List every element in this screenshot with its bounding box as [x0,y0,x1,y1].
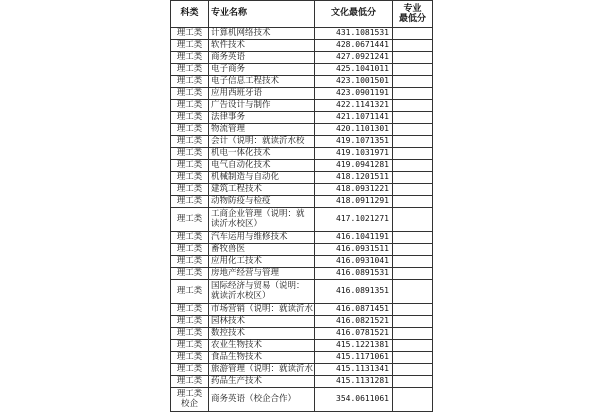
table-row [171,364,433,376]
table-row [171,88,433,100]
category-cell: 理工类 [171,364,209,376]
professional-score-cell [393,112,433,124]
header-category: 科类 [171,1,209,28]
table-row [171,184,433,196]
table-row [171,148,433,160]
culture-score-cell: 354.0611061 [315,388,393,412]
category-cell: 理工类 [171,196,209,208]
culture-score-cell: 416.0781521 [315,328,393,340]
category-cell: 理工类 [171,28,209,40]
table-row [171,64,433,76]
major-cell: 应用化工技术 [209,256,315,268]
culture-score-cell: 428.0671441 [315,40,393,52]
category-cell: 理工类 [171,232,209,244]
major-cell: 旅游管理（说明：就读沂水 [209,364,315,376]
table-row [171,256,433,268]
table-row [171,52,433,64]
major-cell: 电子商务 [209,64,315,76]
category-cell: 理工类 校企 [171,388,209,412]
major-cell: 机械制造与自动化 [209,172,315,184]
category-cell: 理工类 [171,268,209,280]
table-row [171,316,433,328]
professional-score-cell [393,148,433,160]
category-cell: 理工类 [171,208,209,232]
professional-score-cell [393,232,433,244]
professional-score-cell [393,28,433,40]
major-cell: 应用西班牙语 [209,88,315,100]
major-cell: 园林技术 [209,316,315,328]
professional-score-cell [393,172,433,184]
header-professional-score: 专业 最低分 [393,1,433,28]
table-row [171,208,433,232]
category-cell: 理工类 [171,160,209,172]
table-row [171,244,433,256]
culture-score-cell: 421.1071141 [315,112,393,124]
table-row [171,40,433,52]
culture-score-cell: 419.0941281 [315,160,393,172]
category-cell: 理工类 [171,88,209,100]
major-cell: 电气自动化技术 [209,160,315,172]
culture-score-cell: 416.1041191 [315,232,393,244]
professional-score-cell [393,280,433,304]
culture-score-cell: 415.1221381 [315,340,393,352]
professional-score-cell [393,184,433,196]
professional-score-cell [393,316,433,328]
professional-score-cell [393,124,433,136]
category-cell: 理工类 [171,112,209,124]
table-row [171,196,433,208]
professional-score-cell [393,376,433,388]
table-body [171,28,433,412]
culture-score-cell: 420.1101301 [315,124,393,136]
major-cell: 工商企业管理（说明：就读沂水校区） [209,208,315,232]
major-cell: 农业生物技术 [209,340,315,352]
category-cell: 理工类 [171,76,209,88]
table-row [171,172,433,184]
major-cell: 畜牧兽医 [209,244,315,256]
culture-score-cell: 415.1171061 [315,352,393,364]
professional-score-cell [393,136,433,148]
major-cell: 法律事务 [209,112,315,124]
category-cell: 理工类 [171,64,209,76]
category-cell: 理工类 [171,316,209,328]
professional-score-cell [393,40,433,52]
table-row [171,232,433,244]
major-cell: 市场营销（说明：就读沂水 [209,304,315,316]
category-cell: 理工类 [171,328,209,340]
culture-score-cell: 418.1201511 [315,172,393,184]
culture-score-cell: 415.1131281 [315,376,393,388]
culture-score-cell: 419.1071351 [315,136,393,148]
major-cell: 会计（说明：就读沂水校 [209,136,315,148]
table-row [171,100,433,112]
professional-score-cell [393,100,433,112]
major-cell: 数控技术 [209,328,315,340]
table-row [171,388,433,412]
table-row [171,136,433,148]
category-cell: 理工类 [171,244,209,256]
culture-score-cell: 416.0891351 [315,280,393,304]
culture-score-cell: 431.1081531 [315,28,393,40]
culture-score-cell: 423.0901191 [315,88,393,100]
table-row [171,352,433,364]
culture-score-cell: 417.1021271 [315,208,393,232]
major-cell: 广告设计与制作 [209,100,315,112]
culture-score-cell: 423.1001501 [315,76,393,88]
category-cell: 理工类 [171,280,209,304]
table-row [171,268,433,280]
professional-score-cell [393,244,433,256]
professional-score-cell [393,88,433,100]
professional-score-cell [393,352,433,364]
table-row [171,160,433,172]
category-cell: 理工类 [171,100,209,112]
professional-score-cell [393,364,433,376]
major-cell: 商务英语（校企合作） [209,388,315,412]
score-table-container [170,0,432,409]
category-cell: 理工类 [171,340,209,352]
table-row [171,328,433,340]
professional-score-cell [393,328,433,340]
culture-score-cell: 416.0931511 [315,244,393,256]
major-cell: 动物防疫与检疫 [209,196,315,208]
culture-score-cell: 425.1041011 [315,64,393,76]
culture-score-cell: 416.0891531 [315,268,393,280]
table-row [171,280,433,304]
table-row [171,304,433,316]
header-culture-score: 文化最低分 [315,1,393,28]
category-cell: 理工类 [171,136,209,148]
major-cell: 软件技术 [209,40,315,52]
culture-score-cell: 419.1031971 [315,148,393,160]
category-cell: 理工类 [171,352,209,364]
professional-score-cell [393,64,433,76]
culture-score-cell: 416.0931041 [315,256,393,268]
table-row [171,76,433,88]
table-row [171,376,433,388]
category-cell: 理工类 [171,52,209,64]
professional-score-cell [393,52,433,64]
professional-score-cell [393,76,433,88]
professional-score-cell [393,196,433,208]
culture-score-cell: 416.0871451 [315,304,393,316]
table-row [171,28,433,40]
table-row [171,112,433,124]
major-cell: 机电一体化技术 [209,148,315,160]
professional-score-cell [393,388,433,412]
category-cell: 理工类 [171,124,209,136]
major-cell: 商务英语 [209,52,315,64]
major-cell: 房地产经营与管理 [209,268,315,280]
major-cell: 食品生物技术 [209,352,315,364]
culture-score-cell: 416.0821521 [315,316,393,328]
professional-score-cell [393,256,433,268]
culture-score-cell: 427.0921241 [315,52,393,64]
category-cell: 理工类 [171,304,209,316]
major-cell: 药品生产技术 [209,376,315,388]
category-cell: 理工类 [171,40,209,52]
major-cell: 物流管理 [209,124,315,136]
category-cell: 理工类 [171,184,209,196]
culture-score-cell: 418.0911291 [315,196,393,208]
culture-score-cell: 422.1141321 [315,100,393,112]
category-cell: 理工类 [171,256,209,268]
score-table [170,0,433,412]
professional-score-cell [393,268,433,280]
category-cell: 理工类 [171,172,209,184]
header-major: 专业名称 [209,1,315,28]
major-cell: 汽车运用与维修技术 [209,232,315,244]
category-cell: 理工类 [171,376,209,388]
culture-score-cell: 415.1131341 [315,364,393,376]
major-cell: 电子信息工程技术 [209,76,315,88]
table-header-row [171,1,433,28]
major-cell: 计算机网络技术 [209,28,315,40]
professional-score-cell [393,340,433,352]
major-cell: 建筑工程技术 [209,184,315,196]
category-cell: 理工类 [171,148,209,160]
professional-score-cell [393,208,433,232]
major-cell: 国际经济与贸易（说明：就读沂水校区） [209,280,315,304]
table-row [171,124,433,136]
table-row [171,340,433,352]
professional-score-cell [393,304,433,316]
culture-score-cell: 418.0931221 [315,184,393,196]
professional-score-cell [393,160,433,172]
